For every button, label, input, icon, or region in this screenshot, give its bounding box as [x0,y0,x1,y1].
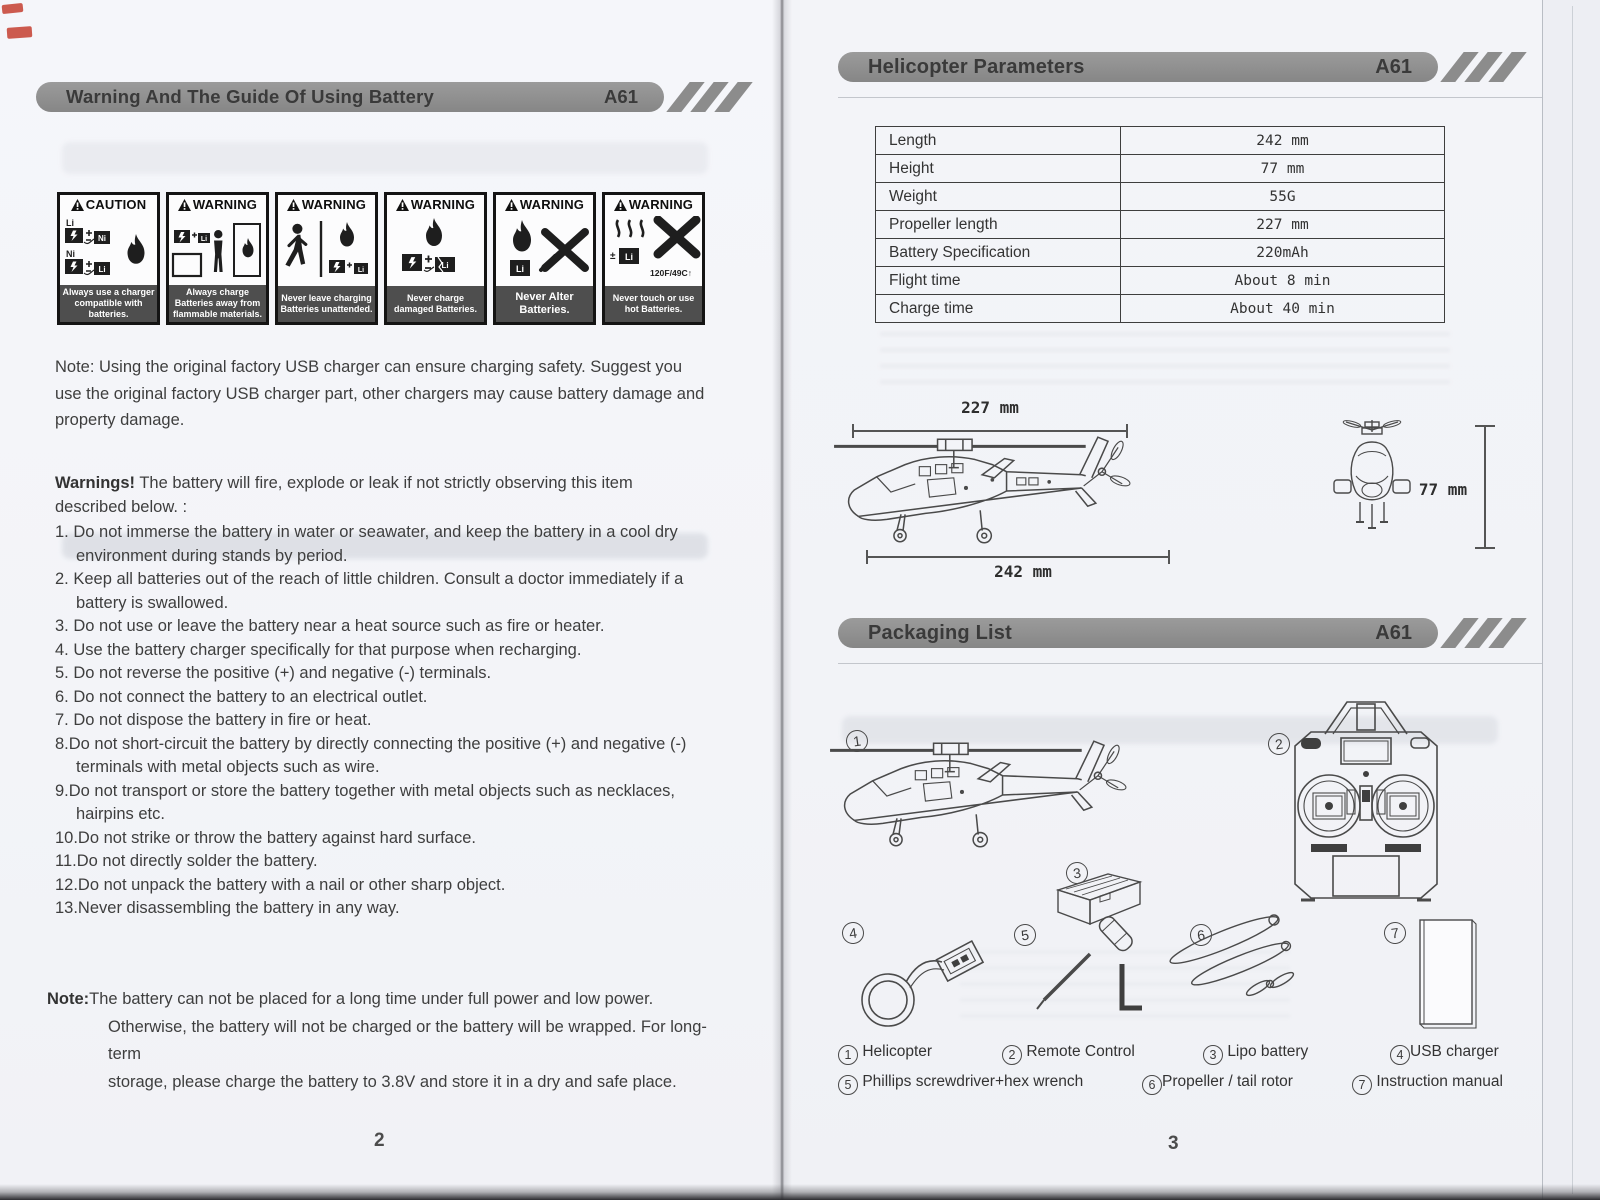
page-number-right: 3 [1168,1133,1179,1154]
warning-triangle-icon [287,199,300,211]
svg-text:Ni: Ni [66,248,75,259]
page-number-left: 2 [374,1130,385,1151]
unattended-charging-pictogram-icon [279,216,374,282]
height-dimension-line [1484,426,1486,548]
svg-text:Li: Li [441,261,449,270]
packaging-header-bar [838,618,1438,648]
print-mark [7,26,33,39]
callout-3: 3 [1065,861,1090,886]
hot-battery-pictogram-icon [606,216,701,282]
list-item: 13.Never disassembling the battery in any way. [55,899,400,917]
callout-2: 2 [1267,732,1292,757]
sign-charger-compatible: CAUTION Li Ni Ni Li Always use a charger compatible with batteries. [57,192,160,325]
warning-items-list [55,521,711,921]
model-badge: A61 [1375,55,1412,78]
note-label: Note: [47,990,90,1008]
sign-away-from-flammable: WARNING Li Always charge Batteries away from flammable materials. [166,192,269,325]
table-row: Flight time About 8 min [876,267,1445,295]
length-dimension-line [866,556,1170,558]
parameters-header-bar [838,52,1438,82]
svg-text:±: ± [610,251,616,262]
sign-never-alter: WARNING Li Never Alter Batteries. [493,192,596,325]
svg-text:Ni: Ni [98,233,106,243]
table-row: Weight 55G [876,183,1445,211]
svg-text:Li: Li [357,267,365,274]
header-rule [838,663,1542,664]
list-item: 6. Do not connect the battery to an electrical outlet. [55,687,428,706]
list-item: 11.Do not directly solder the battery. [55,852,318,870]
svg-text:Li: Li [625,252,633,262]
usb-charger-drawing [846,928,991,1038]
warning-triangle-icon [505,199,518,211]
list-item: 9.Do not transport or store the battery together with metal objects such as necklaces, hairpins etc. [55,781,675,823]
packaging-item-label: 1 Helicopter [838,1043,932,1065]
header-stripes-icon [1452,52,1515,82]
instruction-manual-drawing [1410,912,1485,1037]
list-item: 5. Do not reverse the positive (+) and negative (-) terminals. [55,664,492,682]
length-dimension-label: 242 mm [994,562,1052,581]
callout-7: 7 [1383,921,1408,946]
list-item: 1. Do not immerse the battery in water or seawater, and keep the battery in a cool dry environment during stands by period. [55,523,678,565]
sign-never-unattended: WARNING Li Never leave charging Batteries unattended. [275,192,378,325]
callout-5: 5 [1013,923,1038,948]
battery-warning-signs [57,192,705,325]
section-title: Helicopter Parameters [868,55,1085,78]
table-row: Battery Specification 220mAh [876,239,1445,267]
table-row: Charge time About 40 min [876,295,1445,323]
list-item: 8.Do not short-circuit the battery by directly connecting the positive (+) and negative (-) terminals with metal objects such as wire. [55,734,687,776]
packaging-item-label: 3 Lipo battery [1203,1043,1308,1065]
svg-text:Li: Li [66,217,74,228]
height-dimension-label: 77 mm [1418,480,1468,499]
packaging-item-label: 7 Instruction manual [1352,1073,1503,1095]
table-row: Propeller length 227 mm [876,211,1445,239]
list-item: 4. Use the battery charger specifically for that purpose when recharging. [55,640,582,659]
list-item: 10.Do not strike or throw the battery against hard surface. [55,828,476,847]
page-fold [772,0,792,1200]
list-item: 12.Do not unpack the battery with a nail or other sharp object. [55,875,506,894]
sign-never-touch-hot: WARNING ± Li 120F/49C↑ Never touch or use hot Batteries. [602,192,705,325]
callout-6: 6 [1189,923,1214,948]
svg-text:Li: Li [98,264,106,274]
warning-triangle-icon [178,199,191,211]
header-stripes-icon [1452,618,1515,648]
rotor-dimension-label: 227 mm [961,398,1019,417]
warning-triangle-icon [614,199,627,211]
model-badge: A61 [604,86,638,107]
svg-text:120F/49C↑: 120F/49C↑ [650,268,693,278]
svg-text:Li: Li [200,235,208,243]
callout-4: 4 [841,921,866,946]
list-item: 7. Do not dispose the battery in fire or heat. [55,711,372,729]
callout-1: 1 [845,729,870,754]
section-title: Packaging List [868,621,1012,644]
model-badge: A61 [1375,621,1412,644]
table-row: Height 77 mm [876,155,1445,183]
header-stripes-icon [678,82,741,112]
list-item: 3. Do not use or leave the battery near a heat source such as fire or heater. [55,617,605,635]
propeller-tail-rotor-drawing [1162,902,1317,1007]
svg-text:Li: Li [516,264,524,274]
sign-never-charge-damaged: WARNING Li Never charge damaged Batteries. [384,192,487,325]
parameters-table [875,126,1445,323]
warnings-intro-title: Warnings! [55,474,136,492]
warnings-intro: Warnings! The battery will fire, explode or leak if not strictly observing this item described below. : [55,474,633,516]
flammable-materials-pictogram-icon [170,216,265,282]
page-title: Warning And The Guide Of Using Battery [66,86,435,107]
screwdriver-hex-wrench-drawing [1026,912,1151,1017]
table-row: Length 242 mm [876,127,1445,155]
left-page-header-bar [36,82,664,112]
helicopter-front-view-drawing [1332,418,1412,546]
warning-triangle-icon [71,199,84,211]
usb-charger-note: Note: Using the original factory USB charger can ensure charging safety. Suggest you use the original factory USB charger part, other chargers may cause battery damage and property damage. [55,358,705,429]
warning-triangle-icon [396,199,409,211]
page-stack-edge [1542,0,1600,1200]
scan-bottom-shadow [0,1184,1600,1200]
storage-note: Note:The battery can not be placed for a long time under full power and low power. Otherwise, the battery will not be charged or the battery will be wrapped. For long-term storage, please charge the battery to 3.8V and store it in a dry and safe place. [47,990,707,1091]
packaging-item-label: 4 USB charger [1390,1043,1499,1065]
packaging-item-label: 6 Propeller / tail rotor [1142,1073,1293,1095]
helicopter-side-view-drawing [830,408,1175,573]
remote-control-drawing [1280,698,1452,913]
packaging-item-label: 5 Phillips screwdriver+hex wrench [838,1073,1083,1095]
header-rule [838,97,1542,98]
alter-batteries-pictogram-icon [497,216,592,282]
packaging-helicopter-drawing [826,712,1171,877]
list-item: 2. Keep all batteries out of the reach of little children. Consult a doctor immediately if a battery is swallowed. [55,570,684,612]
packaging-item-label: 2 Remote Control [1002,1043,1135,1065]
charger-compatible-pictogram-icon [61,216,156,282]
damaged-battery-pictogram-icon [388,216,483,282]
